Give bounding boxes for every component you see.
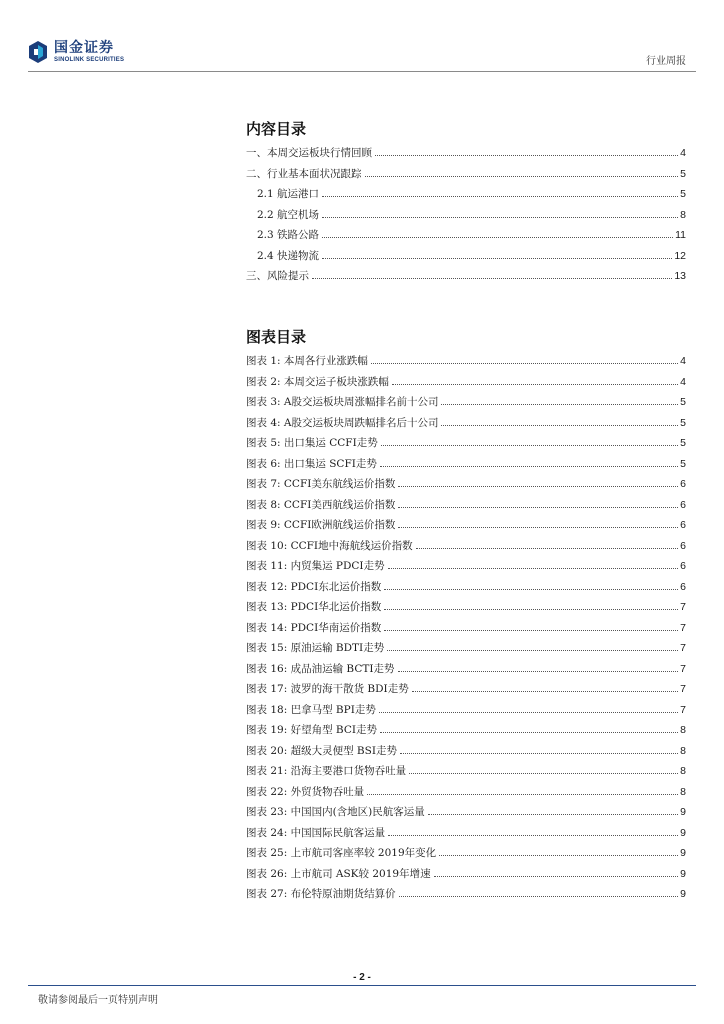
figure-entry-page-number: 4 <box>680 355 686 367</box>
figure-entry-page-number: 7 <box>680 662 686 675</box>
figure-entry[interactable] <box>246 702 686 723</box>
figure-entry-page-number: 9 <box>680 847 686 859</box>
dot-leader <box>384 609 678 610</box>
figure-entry-page-number: 4 <box>680 375 686 388</box>
dot-leader <box>398 671 679 672</box>
figure-entry-page-number: 7 <box>680 601 686 613</box>
figure-entry[interactable] <box>246 374 686 395</box>
page-header <box>0 0 724 80</box>
figure-entry-page-number: 6 <box>680 519 686 531</box>
dot-leader <box>388 568 679 569</box>
figure-entry[interactable] <box>246 353 686 374</box>
figure-entry-page-number: 9 <box>680 867 686 880</box>
figure-entry[interactable] <box>246 394 686 415</box>
contents-list <box>246 145 686 289</box>
figure-entry[interactable] <box>246 558 686 579</box>
figure-entry-page-number: 8 <box>680 744 686 757</box>
toc-entry-label: 二、行业基本面状况跟踪 <box>246 167 362 180</box>
dot-leader <box>398 486 678 487</box>
dot-leader <box>375 155 678 156</box>
figure-entry-page-number: 5 <box>680 396 686 408</box>
figures-list <box>246 353 686 907</box>
toc-entry[interactable] <box>246 166 686 187</box>
figure-entry-label: 图表 15: 原油运输 BDTI走势 <box>246 642 385 654</box>
figure-entry-page-number: 6 <box>680 478 686 490</box>
dot-leader <box>381 445 678 446</box>
figure-entry-label: 图表 14: PDCI华南运价指数 <box>246 621 382 634</box>
figure-entry-page-number: 8 <box>680 785 686 798</box>
figures-title: 图表目录 <box>246 328 307 346</box>
figure-entry-label: 图表 20: 超级大灵便型 BSI走势 <box>246 744 397 757</box>
figure-entry-label: 图表 4: A股交运板块周跌幅排名后十公司 <box>246 416 439 429</box>
figure-entry-label: 图表 27: 布伦特原油期货结算价 <box>246 888 396 900</box>
dot-leader <box>398 527 678 528</box>
dot-leader <box>322 258 672 259</box>
figure-entry[interactable] <box>246 415 686 436</box>
figure-entry-page-number: 7 <box>680 621 686 634</box>
toc-entry-label: 2.4 快递物流 <box>257 249 320 262</box>
company-logo <box>28 40 124 64</box>
figure-entry[interactable] <box>246 517 686 538</box>
company-name-cn: 国金证券 <box>54 39 114 56</box>
figure-entry[interactable] <box>246 497 686 518</box>
figure-entry[interactable] <box>246 456 686 477</box>
toc-entry-page-number: 11 <box>675 229 686 241</box>
toc-entry[interactable] <box>246 145 686 166</box>
toc-entry-label: 2.3 铁路公路 <box>257 229 320 241</box>
sinolink-logo-icon <box>28 40 48 64</box>
dot-leader <box>379 712 678 713</box>
dot-leader <box>441 404 678 405</box>
figure-entry-page-number: 6 <box>680 539 686 552</box>
dot-leader <box>388 835 678 836</box>
figure-entry-page-number: 7 <box>680 703 686 716</box>
figure-entry[interactable] <box>246 681 686 702</box>
figure-entry-label: 图表 3: A股交运板块周涨幅排名前十公司 <box>246 396 439 408</box>
figure-entry-label: 图表 9: CCFI欧洲航线运价指数 <box>246 519 396 531</box>
dot-leader <box>322 196 678 197</box>
dot-leader <box>399 896 679 897</box>
dot-leader <box>392 384 678 385</box>
dot-leader <box>387 650 678 651</box>
figure-entry-page-number: 7 <box>680 642 686 654</box>
dot-leader <box>439 855 678 856</box>
figure-entry-page-number: 9 <box>680 826 686 839</box>
dot-leader <box>416 548 679 549</box>
dot-leader <box>312 278 672 279</box>
figure-entry-label: 图表 5: 出口集运 CCFI走势 <box>246 437 378 449</box>
figure-entry-page-number: 7 <box>680 683 686 695</box>
toc-entry-page-number: 12 <box>674 249 686 262</box>
dot-leader <box>380 732 678 733</box>
dot-leader <box>384 589 678 590</box>
figure-entry[interactable] <box>246 845 686 866</box>
dot-leader <box>428 814 678 815</box>
toc-entry-page-number: 4 <box>680 147 686 159</box>
figure-entry-page-number: 9 <box>680 806 686 818</box>
figure-entry-label: 图表 8: CCFI美西航线运价指数 <box>246 498 396 511</box>
dot-leader <box>367 794 678 795</box>
report-type: 行业周报 <box>646 56 686 67</box>
dot-leader <box>434 876 679 877</box>
figure-entry-page-number: 5 <box>680 416 686 429</box>
figure-entry-label: 图表 22: 外贸货物吞吐量 <box>246 785 365 798</box>
figure-entry[interactable] <box>246 722 686 743</box>
figure-entry-label: 图表 16: 成品油运输 BCTI走势 <box>246 662 395 675</box>
figure-entry[interactable] <box>246 784 686 805</box>
dot-leader <box>371 363 678 364</box>
dot-leader <box>322 237 673 238</box>
dot-leader <box>441 425 678 426</box>
figure-entry-page-number: 8 <box>680 765 686 777</box>
figure-entry-label: 图表 26: 上市航司 ASK较 2019年增速 <box>246 867 431 880</box>
figure-entry-label: 图表 23: 中国国内(含地区)民航客运量 <box>246 806 425 818</box>
dot-leader <box>409 773 678 774</box>
dot-leader <box>398 507 678 508</box>
figure-entry-label: 图表 21: 沿海主要港口货物吞吐量 <box>246 765 407 777</box>
toc-entry-page-number: 13 <box>674 270 686 282</box>
figure-entry-label: 图表 6: 出口集运 SCFI走势 <box>246 457 377 470</box>
figure-entry-page-number: 6 <box>680 580 686 593</box>
figure-entry-label: 图表 11: 内贸集运 PDCI走势 <box>246 560 385 572</box>
figure-entry[interactable] <box>246 763 686 784</box>
figure-entry-label: 图表 2: 本周交运子板块涨跌幅 <box>246 375 389 388</box>
figure-entry-page-number: 6 <box>680 560 686 572</box>
figure-entry[interactable] <box>246 743 686 764</box>
figure-entry[interactable] <box>246 599 686 620</box>
figure-entry-label: 图表 24: 中国国际民航客运量 <box>246 826 386 839</box>
toc-entry[interactable] <box>246 207 686 228</box>
figure-entry-label: 图表 13: PDCI华北运价指数 <box>246 601 382 613</box>
figure-entry[interactable] <box>246 866 686 887</box>
disclaimer-note: 敬请参阅最后一页特别声明 <box>38 995 158 1006</box>
figure-entry-label: 图表 25: 上市航司客座率较 2019年变化 <box>246 847 437 859</box>
figure-entry[interactable] <box>246 804 686 825</box>
toc-entry-page-number: 5 <box>680 188 686 200</box>
figure-entry[interactable] <box>246 640 686 661</box>
figure-entry[interactable] <box>246 579 686 600</box>
dot-leader <box>400 753 678 754</box>
toc-title: 内容目录 <box>246 120 307 138</box>
toc-entry-page-number: 8 <box>680 208 686 221</box>
toc-entry[interactable] <box>246 268 686 289</box>
toc-entry-label: 2.1 航运港口 <box>257 188 320 200</box>
figure-entry-page-number: 9 <box>680 888 686 900</box>
figure-entry-label: 图表 12: PDCI东北运价指数 <box>246 580 382 593</box>
dot-leader <box>365 176 679 177</box>
figure-entry[interactable] <box>246 620 686 641</box>
page-number: - 2 - <box>353 972 371 983</box>
figure-entry-page-number: 8 <box>680 724 686 736</box>
figure-entry[interactable] <box>246 538 686 559</box>
dot-leader <box>412 691 678 692</box>
dot-leader <box>380 466 678 467</box>
figure-entry[interactable] <box>246 886 686 907</box>
figure-entry[interactable] <box>246 661 686 682</box>
header-divider <box>28 71 696 72</box>
toc-entry-page-number: 5 <box>680 167 686 180</box>
figure-entry[interactable] <box>246 825 686 846</box>
figure-entry[interactable] <box>246 435 686 456</box>
toc-entry-label: 2.2 航空机场 <box>257 208 320 221</box>
company-name-en: SINOLINK SECURITIES <box>54 56 125 63</box>
figure-entry-label: 图表 18: 巴拿马型 BPI走势 <box>246 703 376 716</box>
toc-entry[interactable] <box>246 248 686 269</box>
figure-entry[interactable] <box>246 476 686 497</box>
figure-entry-label: 图表 1: 本周各行业涨跌幅 <box>246 355 368 367</box>
footer-divider <box>28 985 696 986</box>
figure-entry-label: 图表 17: 波罗的海干散货 BDI走势 <box>246 683 409 695</box>
figure-entry-label: 图表 7: CCFI美东航线运价指数 <box>246 478 396 490</box>
dot-leader <box>384 630 678 631</box>
toc-entry[interactable] <box>246 227 686 248</box>
figure-entry-label: 图表 19: 好望角型 BCI走势 <box>246 724 378 736</box>
figure-entry-page-number: 5 <box>680 457 686 470</box>
figure-entry-page-number: 5 <box>680 437 686 449</box>
toc-entry[interactable] <box>246 186 686 207</box>
dot-leader <box>322 217 678 218</box>
figure-entry-page-number: 6 <box>680 498 686 511</box>
figure-entry-label: 图表 10: CCFI地中海航线运价指数 <box>246 539 413 552</box>
toc-entry-label: 一、本周交运板块行情回顾 <box>246 147 372 159</box>
toc-entry-label: 三、风险提示 <box>246 270 309 282</box>
